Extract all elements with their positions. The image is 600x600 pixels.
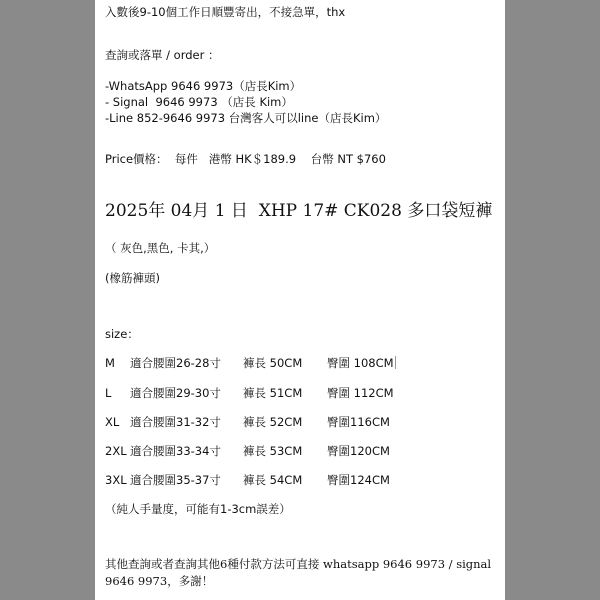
text-cursor [395, 356, 396, 369]
contact-whatsapp: -WhatsApp 9646 9973（店長Kim） [105, 79, 302, 93]
size-length: 褲長 50CM [243, 356, 303, 370]
size-hip-text: 臀圍 108CM [327, 356, 394, 370]
size-length: 褲長 52CM [243, 415, 303, 429]
waist-note: (橡筋褲頭) [105, 271, 160, 285]
size-waist: 適合腰圍29-30寸 [130, 386, 221, 400]
size-name: 2XL [105, 444, 127, 458]
order-heading: 查詢或落單 / order ： [105, 48, 220, 62]
size-hip: 臀圍 112CM [327, 386, 394, 400]
footer-note: 其他查詢或者查詢其他6種付款方法可直接 whatsapp 9646 9973 / signal 9646 9973，多謝！ [105, 557, 492, 588]
size-hip: 臀圍124CM [327, 473, 390, 487]
size-name: 3XL [105, 473, 127, 487]
size-name: L [105, 386, 112, 400]
size-waist: 適合腰圍33-34寸 [130, 444, 221, 458]
size-hip: 臀圍116CM [327, 415, 390, 429]
size-hip: 臀圍120CM [327, 444, 390, 458]
size-hip [327, 356, 394, 370]
product-title: 2025年 04月 1 日 XHP 17# CK028 多口袋短褲 [105, 201, 493, 221]
size-label: size： [105, 327, 139, 341]
shipping-note: 入數後9-10個工作日順豐寄出，不接急單，thx [105, 5, 346, 19]
size-waist: 適合腰圍31-32寸 [130, 415, 221, 429]
size-waist: 適合腰圍35-37寸 [130, 473, 221, 487]
size-waist: 適合腰圍26-28寸 [130, 356, 221, 370]
price-line: Price價格： 每件 港幣 HK＄189.9 台幣 NT $760 [105, 152, 386, 166]
size-name: XL [105, 415, 120, 429]
size-name: M [105, 356, 115, 370]
contact-signal: - Signal 9646 9973 （店長 Kim） [105, 95, 293, 109]
contact-line: -Line 852-9646 9973 台灣客人可以line（店長Kim） [105, 111, 387, 125]
measure-note: （純人手量度，可能有1-3cm誤差） [105, 502, 291, 516]
size-length: 褲長 54CM [243, 473, 303, 487]
size-length: 褲長 51CM [243, 386, 303, 400]
document-page [95, 0, 505, 600]
color-options: （ 灰色,黑色, 卡其,） [105, 241, 216, 255]
size-length: 褲長 53CM [243, 444, 303, 458]
